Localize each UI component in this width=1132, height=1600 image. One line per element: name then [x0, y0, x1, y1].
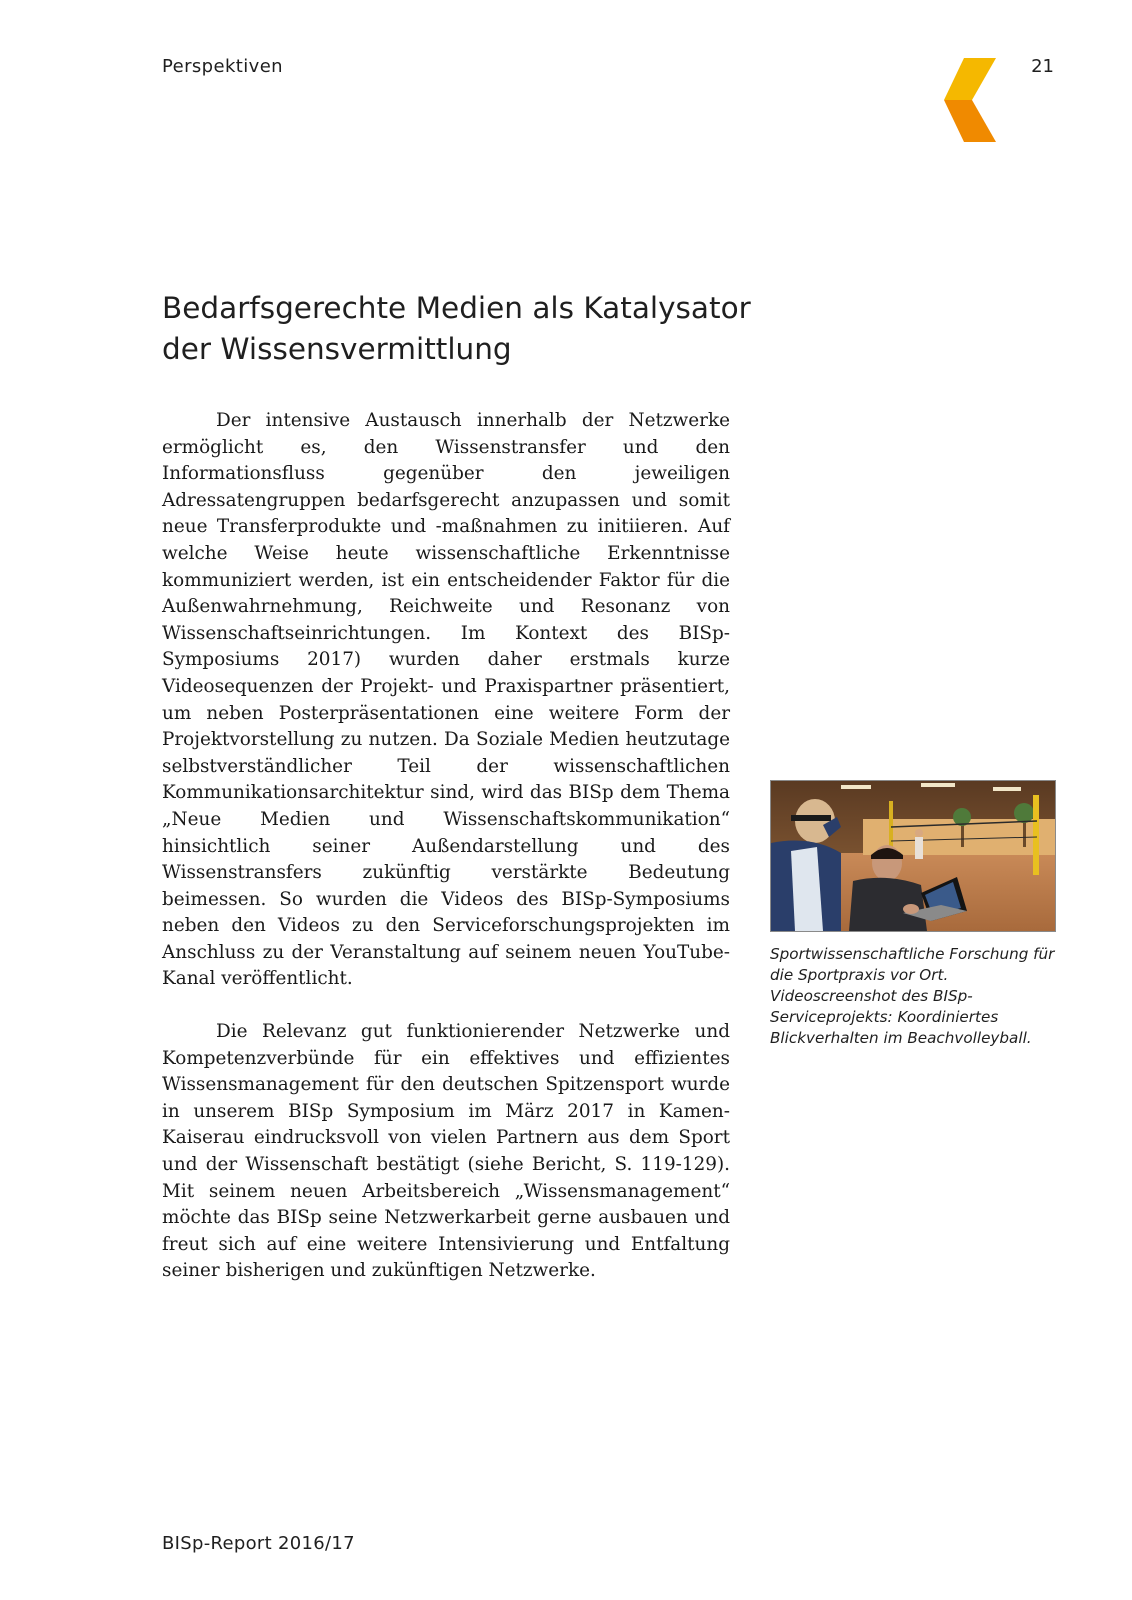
article-title-line-2: der Wissensvermittlung	[162, 332, 512, 366]
article-title-line-1: Bedarfsgerechte Medien als Katalysator	[162, 291, 751, 325]
body-paragraph-1: Der intensive Austausch innerhalb der Netzwerke ermöglicht es, den Wissenstransfer und den Informationsfluss gegenüber den jeweiligen Adressatengruppen bedarfsgerecht anzupassen und somit neue Transferprodukte und -maßnahmen zu initiieren. Auf welche Weise heute wissenschaftliche Erkenntnisse kommuniziert werden, ist ein entscheidender Faktor für die Außenwahrnehmung, Reichweite und Resonanz von Wissenschaftseinrichtungen. Im Kontext des BISp-Symposiums 2017) wurden daher erstmals kurze Videosequenzen der Projekt- und Praxispartner präsentiert, um neben Posterpräsentationen eine weitere Form der Projektvorstellung zu nutzen. Da Soziale Medien heutzutage selbstverständlicher Teil der wissenschaftlichen Kommunikationsarchitektur sind, wird das BISp dem Thema „Neue Medien und Wissenschaftskommunikation“ hinsichtlich seiner Außendarstellung und des Wissenstransfers zukünftig verstärkte Bedeutung beimessen. So wurden die Videos des BISp-Symposiums neben den Videos zu den Serviceforschungsprojekten im Anschluss zu der Veranstaltung auf seinem neuen YouTube-Kanal veröffentlicht.	[162, 410, 730, 990]
article-title	[162, 288, 762, 370]
running-head: Perspektiven	[162, 56, 283, 77]
page-number: 21	[1031, 56, 1054, 77]
figure-caption: Sportwissenschaftliche Forschung für die Sportpraxis vor Ort. Videoscreenshot des BISp-Serviceprojekts: Koordiniertes Blickverhalten im Beachvolleyball.	[770, 945, 1055, 1047]
article-body	[162, 408, 730, 1311]
page-footer: BISp-Report 2016/17	[162, 1533, 355, 1554]
figure-photo	[770, 780, 1056, 932]
body-paragraph-2: Die Relevanz gut funktionierender Netzwerke und Kompetenzverbünde für ein effektives und effizientes Wissensmanagement für den deutschen Spitzensport wurde in unserem BISp Symposium im März 2017 in Kamen-Kaiserau eindrucksvoll von vielen Partnern aus dem Sport und der Wissenschaft bestätigt (siehe Bericht, S. 119-129). Mit seinem neuen Arbeitsbereich „Wissensmanagement“ möchte das BISp seine Netzwerkarbeit gerne ausbauen und freut sich auf eine weitere Intensivierung und Entfaltung seiner bisherigen und zukünftigen Netzwerke.	[162, 1021, 730, 1282]
chevron-logo-icon	[938, 58, 1000, 142]
